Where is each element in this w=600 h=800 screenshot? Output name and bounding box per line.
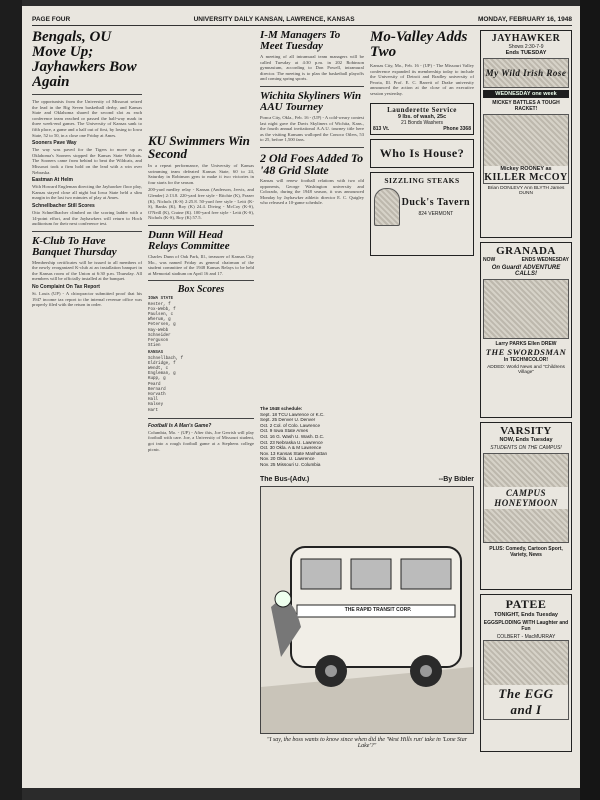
patee-ends: TONIGHT, Ends Tuesday (494, 612, 558, 618)
divider (32, 231, 142, 232)
schedule-list (260, 412, 364, 466)
box-score-row: Petersen, g (148, 323, 176, 328)
schedule-row: Oct. 16 G. Wash U. Wash. D.C. (260, 433, 325, 439)
bus-sign: THE RAPID TRANSIT CORP. (344, 607, 412, 613)
swim-body: In a repeat performance, the University of Kansas swimming team defeated Kansas State, 60 to 24, Saturday in Robinson gym to make it two victories in four starts for the season. (148, 163, 254, 185)
steak-title: SIZZLING STEAKS (384, 175, 460, 185)
box-score-row: Paulsen, c (148, 312, 174, 317)
patee-poster (483, 640, 569, 720)
kclub-subhead: No Complaint On Tax Report (32, 284, 100, 291)
jayhawker-ends: Ends TUESDAY (505, 50, 547, 56)
folio (32, 14, 572, 26)
lead-headline: Bengals, OU Move Up; Jayhawkers Bow Again (32, 30, 137, 90)
intramural-body: A meeting of all intramural team managers will be called Tuesday at 4:30 p.m. in 202 Robinson gymnasium, according to Don Powell, intramural director. The meeting is to plan the basketball playoffs and coming spring sports. (260, 54, 364, 82)
oldfoes-headline: 2 Old Foes Added To '48 Grid Slate (260, 150, 364, 177)
box-score-row: Engleman, g (148, 372, 176, 377)
laundrette-phone: Phone 3368 (443, 125, 471, 132)
boxscores-team2: KANSAS (148, 351, 164, 356)
boxscores-title: Box Scores (177, 284, 225, 296)
granada-poster (483, 279, 569, 339)
granada-ad (480, 242, 572, 418)
relays-headline: Dunn Will Head Relays Committee (148, 228, 230, 252)
lead-subhead-3: Schnellbacher Still Scores (32, 202, 95, 209)
who-is-house-ad (370, 139, 474, 168)
lead-body-4: Otto Schnellbacher climbed on the scoring ladder with a 14-point effort, and the Jayhawkers will return to Hoch auditorium for their next conference test. (32, 209, 142, 227)
column-2 (148, 30, 254, 782)
jayhawker-name: JAYHAWKER (491, 33, 561, 44)
divider (148, 280, 254, 281)
box-score-row: Schnellbach, f (148, 356, 184, 361)
laundrette-title: Launderette Service (387, 105, 457, 114)
jayhawker-film-art (483, 58, 569, 88)
wichita-headline: Wichita Skyliners Win AAU Tourney (260, 89, 362, 113)
box-score-row: Hall (148, 398, 159, 403)
left-edge (0, 0, 22, 800)
column-1 (32, 30, 142, 782)
box-score-row: Halsey (148, 403, 164, 408)
schedule-row: Oct. 2 Col. of Colo. Lawrence (260, 422, 321, 428)
jayhawker-ad (480, 30, 572, 238)
box-score-row: Kupp, g (148, 377, 166, 382)
box-score-row: Schneider (148, 333, 171, 338)
kclub-body-2: St. Louis (UP) - A chiropractor submitted proof that his 1947 income tax report to the internal revenue office was properly filed with the return in order. (32, 291, 142, 308)
granada-name: GRANADA (496, 245, 556, 257)
granada-ends: ENDS WEDNESDAY (521, 257, 569, 263)
boxscores-team1: IOWA STATE (148, 297, 174, 302)
jayhawker-cast: Brian DONLEVY Ann BLYTH James DUNN (487, 186, 565, 196)
schedule-row: Nov. 25 Missouri U. Columbia (260, 461, 321, 466)
lead-subhead-2: Eastman At Helm (32, 177, 73, 184)
right-edge (580, 0, 600, 800)
cartoon-title: The Bus-(Adv.) (260, 476, 310, 483)
box-score-row: Peard (148, 382, 161, 387)
schedule-box (260, 406, 364, 466)
intramural-headline: I-M Managers To Meet Tuesday (260, 30, 341, 52)
cartoon-caption: "I say, the boss wants to know since when did the 'West Hills run' take in 'Lone Star Lake'?" (266, 737, 468, 749)
granada-now: NOW (483, 257, 496, 263)
varsity-poster (483, 453, 569, 543)
jayhawker-film2: KILLER McCOY (484, 172, 568, 183)
oldfoes-body: Kansas will renew football relations with two old opponents, George Washington university and Colorado, during the 1948 season, it was announced Monday by Jayhawker athletic director E. C. Quigley who released a 10-game schedule. (260, 177, 364, 206)
movalley-body: Kansas City, Mo., Feb. 16 - (UP) - The Missouri Valley conference expanded its membership today to include the University of Detroit and Bradley university of Peoria, Ill. Prof. E. C. Barrett of Drake university announced the action at the close of an executive session yesterday. (370, 63, 474, 96)
jayhawker-tag: MICKEY BATTLES A TOUGH RACKET! (492, 100, 560, 112)
divider (148, 418, 254, 419)
granada-color: In TECHNICOLOR! (503, 357, 549, 363)
patee-ad (480, 594, 572, 752)
patee-tag: EGGSPLODING WITH Laughter and Fun (483, 620, 569, 632)
wichita-body: Ponca City, Okla., Feb. 16 - (UP) - A cold-weary contest last night gave the Davis Skyliners of Wichita, Kans., the fourth annual invitational A.A.U. tourney title here as the visiting Kansans walloped the Conoco Oilers, 53 to 25, before 1,500 fans. (260, 114, 364, 143)
patee-film: The EGG and I (484, 685, 568, 719)
column-5-ads (480, 30, 572, 782)
jayhawker-star: Mickey ROONEY as (484, 166, 568, 172)
laundrette-addr: 21 Bonds Washers (400, 119, 444, 126)
box-score-row: Fox-Webb, f (148, 307, 176, 312)
lead-subhead: Sooners Pave Way (32, 140, 77, 147)
divider (32, 94, 142, 95)
box-score-row: Stien (148, 344, 161, 349)
varsity-film: CAMPUS HONEYMOON (484, 487, 568, 509)
jayhawker-poster (483, 114, 569, 184)
kclub-body: Membership certificates will be issued to all members of the newly reorganized K-club at an installation banquet in the Kansas room of the Union at 6:30 p.m. Thursday. All members will be officially installed at the banquet. (32, 259, 142, 282)
divider (260, 86, 364, 87)
box-score-row: Eldridge, f (148, 361, 176, 366)
schedule-row: Nov. 13 Kansas State Manhattan (260, 450, 328, 456)
box-score-row: Kester, f (148, 302, 171, 307)
schedule-row: Oct. 23 Nebraska U. Lawrence (260, 439, 323, 445)
box-score-row: Hay-Webb (148, 328, 169, 333)
relays-body: Charles Dunn of Oak Park, Ill., treasurer of Kansas City Mo., was named Friday as general chairman of the student committee of the 1948 Kansas Relays to be held at Memorial stadium on April 16 and 17. (148, 253, 254, 276)
football-headline: Football Is A Man's Game? (148, 422, 212, 429)
jayhawker-shows: Shows 2:30-7-9 (508, 44, 544, 50)
folio-page: PAGE FOUR (32, 16, 71, 23)
newspaper-page (22, 6, 580, 788)
granada-cast: Larry PARKS Ellen DREW (495, 341, 557, 347)
box-score-row: Wendt, c (148, 366, 169, 371)
schedule-row: Sept. 18 TCU Lawrence or K.C. (260, 411, 325, 417)
varsity-tag: STUDENTS ON THE CAMPUS! (490, 445, 562, 451)
patee-name: PATEE (505, 597, 547, 611)
swim-headline: KU Swimmers Win Second (148, 133, 250, 161)
varsity-ends: NOW, Ends Tuesday (499, 437, 553, 443)
schedule-row: Oct. 30 Okla. A & M Lawrence (260, 445, 322, 451)
tavern-addr: 824 VERMONT (418, 210, 454, 217)
laundrette-street: 813 Vt. (373, 125, 390, 132)
box-score-row: Hart (148, 408, 159, 413)
laundrette-ad (370, 103, 474, 135)
box-score-row: Ferguson (148, 338, 169, 343)
schedule-row: Sept. 25 Denver U. Denver (260, 417, 316, 423)
laundrette-price: 9 lbs. of wash, 25c (397, 113, 447, 120)
patee-cast: COLBERT - MacMURRAY (496, 634, 556, 640)
swim-results: 200-yard medley relay - Kansas (Anderson, Jervis, and Glender) 2:13.8. 220-yard free style - Ritchie (K), Frazer (K), Nichols (K-S) 2:25.8. 50-yard free style - Leitt (K-S), Banks (K), Roy (K) 24.4. Diving - McCoy (K-S), O'Neill (K), Craine (K). 100-yard free style - Leitt (K-S), Nichols (K-S), Roy (K) 57.5. (148, 187, 254, 221)
box-score-row: Horvath (148, 392, 166, 397)
team2-player-list (148, 357, 254, 414)
lead-body-3: With Howard Engleman directing the Jayhawker floor play, Kansas stayed close all night but Iowa State held a slim margin in the last two minutes of play at Ames. (32, 184, 142, 201)
steak-ad (370, 172, 474, 256)
chef-illustration (374, 188, 400, 226)
varsity-name: VARSITY (500, 425, 552, 437)
movalley-headline: Mo-Valley Adds Two (370, 30, 468, 60)
who-is-house-text: Who Is House? (379, 145, 465, 160)
granada-film: THE SWORDSMAN (485, 347, 567, 357)
schedule-row: Nov. 20 Okla. U. Lawrence (260, 456, 315, 462)
team1-player-list (148, 303, 254, 350)
granada-added: ADDED: World News and "Childrens Village" (487, 365, 565, 375)
jayhawker-film: My Wild Irish Rose (485, 68, 567, 78)
football-body: Columbia, Mo. - (UP) - After this, Joe Gerrish will play football with care. Joe, a University of Missouri student, got into a rough football game at a Stephens college picnic. (148, 429, 254, 452)
column-3 (260, 30, 364, 470)
lead-body: The opportunists from the University of Missouri seized the lead in the Big Seven basketball derby, and Kansas State and Oklahoma shared the second slot as each conference team reached or passed the half-way mark in three week-end games. The University of Kansas sank to fifth place, a game and a half out of first, by losing to Iowa State, 52 to 50, in a close one Friday at Ames. (32, 99, 142, 138)
cartoon-byline: --By Bibler (438, 476, 474, 483)
column-4 (370, 30, 474, 470)
kclub-headline: K-Club To Have Banquet Thursday (32, 234, 117, 258)
varsity-ad (480, 422, 572, 590)
granada-tag: On Guard! ADVENTURE CALLS! (491, 265, 561, 277)
box-score-row: Bernard (148, 387, 166, 392)
varsity-plus: PLUS: Comedy, Cartoon Sport, Variety, News (489, 546, 563, 558)
schedule-row: Oct. 9 Iowa State Ames (260, 428, 309, 434)
tavern-name: Duck's Tavern (401, 196, 471, 208)
lead-body-2: The way was paved for the Tigers to move up as Oklahoma's Sooners stopped the Kansas State Wildcats. The Sooners came from behind to beat the Wildcats, and Missouri took a firm hold on the lead with a win over Nebraska. (32, 147, 142, 175)
boxscores-table (148, 297, 254, 413)
folio-masthead: UNIVERSITY DAILY KANSAN, LAWRENCE, KANSAS (193, 16, 355, 23)
cartoon-drawing (260, 486, 474, 734)
folio-date: MONDAY, FEBRUARY 16, 1948 (477, 16, 572, 23)
jayhawker-wed: WEDNESDAY one week (483, 90, 569, 98)
cartoon-box (260, 476, 474, 766)
schedule-title: The 1948 schedule: (260, 406, 303, 411)
divider (148, 225, 254, 226)
box-score-row: Wherum, g (148, 318, 171, 323)
divider (260, 147, 364, 148)
